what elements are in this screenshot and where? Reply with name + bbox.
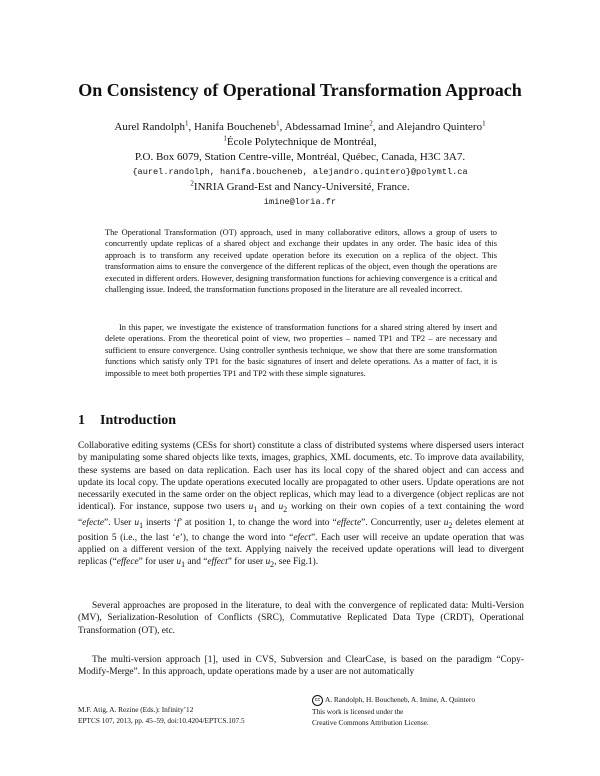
affiliation-1-address: P.O. Box 6079, Station Centre-ville, Montréal, Québec, Canada, H3C 3A7. bbox=[134, 151, 466, 163]
author-name: Hanifa Boucheneb bbox=[194, 121, 277, 133]
affiliation-mark: 2 bbox=[190, 179, 194, 188]
intro-paragraph-3: The multi-version approach [1], used in CVS, Subversion and ClearCase, is based on the paradigm “Copy-Modify-Merge”. In this approach, update operations made by a user are not automatically bbox=[78, 655, 524, 678]
affiliation-name: École Polytechnique de Montréal, bbox=[226, 136, 377, 148]
affiliation-1 bbox=[60, 135, 540, 150]
affiliation-2 bbox=[60, 180, 540, 195]
intro-paragraph-2: Several approaches are proposed in the literature, to deal with the convergence of replicated data: Multi-Version (MV), Serialization-Resolution of Conflicts (SRC), Commutative Replicated Data Type (CRDT), Operational Transformation (OT), etc. bbox=[78, 601, 524, 636]
paper-title: On Consistency of Operational Transformation Approach bbox=[78, 80, 522, 100]
author-name: Abdessamad Imine bbox=[284, 121, 370, 133]
section-heading bbox=[78, 413, 176, 429]
creative-commons-icon: cc bbox=[312, 695, 323, 706]
affiliation-mark: 2 bbox=[369, 119, 373, 128]
license-link[interactable]: Creative Commons Attribution License. bbox=[312, 717, 429, 727]
abstract-paragraph-2: In this paper, we investigate the existence of transformation functions for a shared string altered by insert and delete operations. From the theoretical point of view, two properties – named TP1 and TP2 – are necessary and sufficient to ensure convergence. Using controller synthesis technique, we show that there are some transformation functions which satisfy only TP1 for the basic signatures of insert and delete operations. As a matter of fact, it is impossible to meet both properties TP1 and TP2 with these simple signatures. bbox=[105, 323, 497, 378]
affiliation-mark: 1 bbox=[482, 119, 486, 128]
license-footer bbox=[312, 694, 475, 728]
separator: , and bbox=[372, 121, 397, 133]
section-title: Introduction bbox=[100, 413, 176, 428]
proceedings-line: M.F. Atig, A. Rezine (Eds.): Infinity’12 bbox=[78, 705, 194, 714]
affiliation-mark: 1 bbox=[223, 134, 227, 143]
license-line-1: This work is licensed under the bbox=[312, 706, 404, 716]
separator: , bbox=[279, 121, 285, 133]
author-block bbox=[60, 120, 540, 210]
abstract-paragraph-1: The Operational Transformation (OT) approach, used in many collaborative editors, allows a group of users to concurrently update replicas of a shared object and exchange their updates in any order. The basic idea of this approach is to transform any received update operation before its execution on a replica of the object. This transformation aims to ensure the convergence of the different replicas of the object, even though the operations are executed in different orders. However, designing transformation functions for achieving convergence is a critical and challenging issue. Indeed, the transformation functions proposed in the literature are all revealed incorrect. bbox=[105, 228, 497, 295]
affiliation-2-email: imine@loria.fr bbox=[263, 197, 337, 207]
doi-line: EPTCS 107, 2013, pp. 45–59, doi:10.4204/EPTCS.107.5 bbox=[78, 716, 245, 725]
publication-footer bbox=[78, 704, 245, 726]
author-line bbox=[60, 120, 540, 135]
author-name: Aurel Randolph bbox=[114, 121, 185, 133]
affiliation-mark: 1 bbox=[276, 119, 280, 128]
affiliation-mark: 1 bbox=[185, 119, 189, 128]
copyright-holders: A. Randolph, H. Boucheneb, A. Imine, A. Quintero bbox=[325, 695, 475, 704]
affiliation-name: INRIA Grand-Est and Nancy-Université, France. bbox=[193, 181, 410, 193]
separator: , bbox=[188, 121, 194, 133]
copyright-line bbox=[312, 694, 475, 706]
affiliation-1-email: {aurel.randolph, hanifa.boucheneb, alejandro.quintero}@polymtl.ca bbox=[132, 167, 468, 177]
section-number: 1 bbox=[78, 413, 85, 428]
author-name: Alejandro Quintero bbox=[396, 121, 483, 133]
intro-paragraph-1: Collaborative editing systems (CESs for short) constitute a class of distributed systems where dispersed users interact by manipulating some shared objects like texts, images, graphics, XML documents, etc. To improve data availability, these systems are based on data replication. Each user has its local copy of the shared object and can access and update its local copy. The update operations executed locally are propagated to other users. Update operations are not necessarily executed in the same order on the object replicas, which may lead to a divergence (object replicas are not identical). For instance, suppose two users $u_1$ and $u_2$ working on their own copies of a text containing the word “efecte”. User $u_1$ inserts ‘f’ at position 1, to change the word into “effecte”. Concurrently, user $u_2$ deletes element at position 5 (i.e., the last ‘e’), to change the word into “efect”. Each user will receive an update operation that was applied on a different version of the text. Applying naively the received update operations will lead to divergent replicas (“effece” for user $u_1$ and “effect” for user $u_2$, see Fig.1). bbox=[78, 441, 524, 570]
